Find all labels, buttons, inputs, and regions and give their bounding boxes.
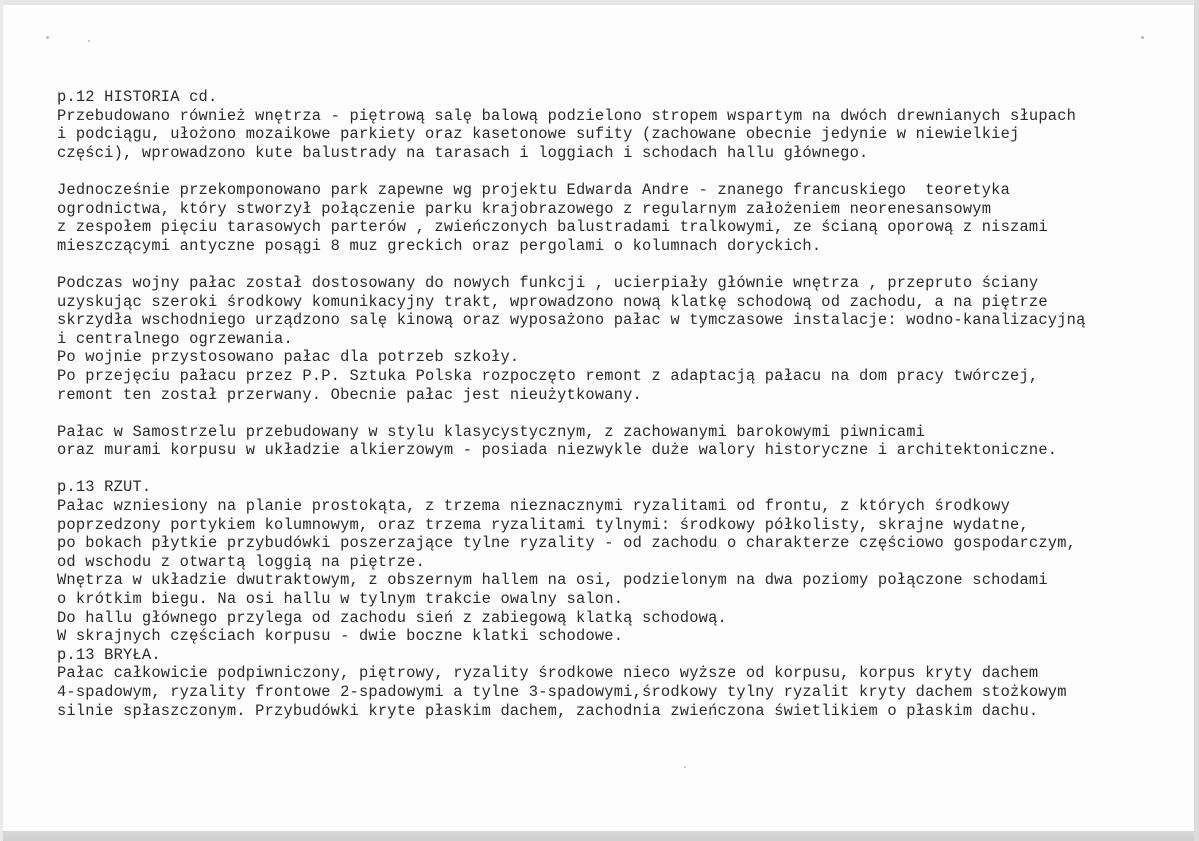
paragraph-wojna [57,274,1177,404]
text-line: Po wojnie przystosowano pałac dla potrzeb szkoły. [57,348,520,367]
scan-edge-right [1194,0,1199,841]
scan-speck [684,766,686,768]
scan-edge-bottom [0,831,1199,841]
text-line: uzyskując szeroki środkowy komunikacyjny trakt, wprowadzono nową klatkę schodową od zachodu, a na piętrze [57,292,1048,311]
paragraph-rzut-bryla [57,478,1177,720]
scan-speck [88,40,90,42]
text-line: mieszczącymi antyczne posągi 8 muz greckich oraz pergolami o kolumnach doryckich. [57,236,822,255]
text-line: Wnętrza w układzie dwutraktowym, z obszernym hallem na osi, podzielonym na dwa poziomy połączone schodami [57,571,1048,590]
section-heading-rzut: p.13 RZUT. [57,478,152,497]
text-line: Podczas wojny pałac został dostosowany do nowych funkcji , ucierpiały głównie wnętrza , przepruto ściany [57,273,1039,292]
document-body [57,88,1177,720]
text-line: remont ten został przerwany. Obecnie pałac jest nieużytkowany. [57,385,643,404]
scan-speck [1141,36,1144,39]
text-line: części), wprowadzono kute balustrady na tarasach i loggiach i schodach hallu głównego. [57,143,869,162]
text-line: od wschodu z otwartą loggią na piętrze. [57,552,425,571]
text-line: i centralnego ogrzewania. [57,329,293,348]
text-line: Pałac w Samostrzelu przebudowany w stylu klasycystycznym, z zachowanymi barokowymi piwnicami [57,422,926,441]
text-line: poprzedzony portykiem kolumnowym, oraz trzema ryzalitami tylnymi: środkowy półkolisty, skrajne wydatne, [57,515,1029,534]
text-line: po bokach płytkie przybudówki poszerzające tylne ryzality - od zachodu o charakterze częściowo gospodarczym, [57,534,1077,553]
paragraph-spacer [57,162,1177,181]
section-heading-bryla: p.13 BRYŁA. [57,645,161,664]
text-line: W skrajnych częściach korpusu - dwie boczne klatki schodowe. [57,627,624,646]
section-heading-historia: p.12 HISTORIA cd. [57,88,218,106]
text-line: Pałac wzniesiony na planie prostokąta, z trzema nieznacznymi ryzalitami od frontu, z których środkowy [57,497,1011,516]
paragraph-ocena [57,423,1177,460]
scan-speck [46,36,49,39]
text-line: Jednocześnie przekomponowano park zapewne wg projektu Edwarda Andre - znanego francuskiego teoretyka [57,180,1011,199]
scan-edge-top [0,0,1199,5]
scan-edge-left [0,0,3,841]
text-line: Pałac całkowicie podpiwniczony, piętrowy, ryzality środkowe nieco wyższe od korpusu, korpus kryty dachem [57,664,1039,683]
paragraph-park [57,181,1177,255]
text-line: oraz murami korpusu w układzie alkierzowym - posiada niezwykle duże walory historyczne i architektoniczne. [57,441,1058,460]
text-line: Do hallu głównego przylega od zachodu sień z zabiegową klatką schodową. [57,608,727,627]
text-line: i podciągu, ułożono mozaikowe parkiety oraz kasetonowe sufity (zachowane obecnie jedynie w niewielkiej [57,125,1020,144]
text-line: Przebudowano również wnętrza - piętrową salę balową podzielono stropem wspartym na dwóch drewnianych słupach [57,106,1077,125]
paragraph-historia [57,88,1177,162]
text-line: z zespołem pięciu tarasowych parterów , zwieńczonych balustradami tralkowymi, ze ścianą oporową z niszami [57,218,1048,237]
text-line: ogrodnictwa, który stworzył połączenie parku krajobrazowego z regularnym założeniem neorenesansowym [57,199,992,218]
paragraph-spacer [57,255,1177,274]
text-line: Po przejęciu pałacu przez P.P. Sztuka Polska rozpoczęto remont z adaptacją pałacu na dom pracy twórczej, [57,366,1039,385]
text-line: 4-spadowym, ryzality frontowe 2-spadowymi a tylne 3-spadowymi,środkowy tylny ryzalit kryty dachem stożkowym [57,683,1067,701]
text-line: silnie spłaszczonym. Przybudówki kryte płaskim dachem, zachodnia zwieńczona świetlikiem o płaskim dachu. [57,701,1039,720]
paragraph-spacer [57,404,1177,423]
paragraph-spacer [57,460,1177,479]
text-line: o krótkim biegu. Na osi hallu w tylnym trakcie owalny salon. [57,590,624,609]
text-line: skrzydła wschodniego urządzono salę kinową oraz wyposażono pałac w tymczasowe instalacje: wodno-kanalizacyjną [57,311,1086,330]
